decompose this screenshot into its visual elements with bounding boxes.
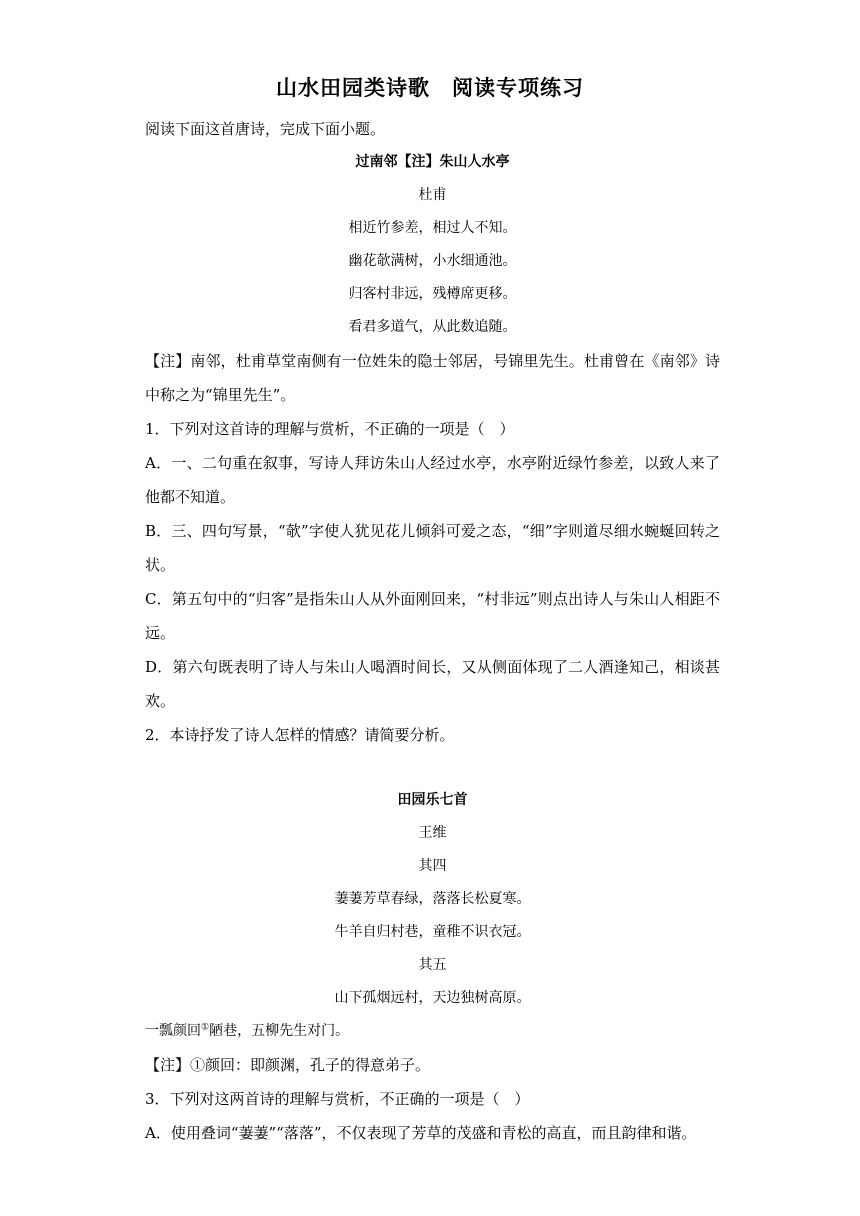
poem2-line: 萋萋芳草春绿，落落长松夏寒。 (334, 891, 531, 907)
question-3-option-a: A．使用叠词“萋萋”“落落”，不仅表现了芳草的茂盛和青松的高直，而且韵律和谐。 (145, 1124, 697, 1142)
question-1-option-c: C．第五句中的“归客”是指朱山人从外面刚回来，“村非远”则点出诗人与朱山人相距不远。 (145, 590, 720, 642)
poem2-author: 王维 (418, 825, 447, 841)
poem2-note: 【注】①颜回：即颜渊，孔子的得意弟子。 (145, 1056, 431, 1074)
poem2-title: 田园乐七首 (397, 792, 468, 808)
question-1-option-a: A．一、二句重在叙事，写诗人拜访朱山人经过水亭，水亭附近绿竹参差，以致人来了他都不知道。 (145, 454, 720, 506)
page-title: 山水田园类诗歌 阅读专项练习 (276, 75, 584, 100)
poem2-line: 牛羊自归村巷，童稚不识衣冠。 (334, 924, 531, 940)
question-1-stem: 1．下列对这首诗的理解与赏析，不正确的一项是（ ） (145, 420, 515, 438)
poem1-line: 幽花欹满树，小水细通池。 (348, 253, 517, 269)
document-body (145, 112, 720, 1150)
poem1-author: 杜甫 (418, 187, 447, 203)
answer-space (145, 752, 720, 784)
poem2-line: 山下孤烟远村，天边独树高原。 (334, 990, 531, 1006)
poem1-line: 看君多道气，从此数追随。 (348, 319, 517, 335)
poem2-subtitle-4: 其四 (418, 858, 447, 874)
poem1-line: 归客村非远，残樽席更移。 (348, 286, 517, 302)
footnote-marker: ① (201, 1022, 210, 1033)
poem1-line: 相近竹参差，相过人不知。 (348, 220, 517, 236)
question-1-option-d: D．第六句既表明了诗人与朱山人喝酒时间长，又从侧面体现了二人酒逢知己，相谈甚欢。 (145, 658, 720, 710)
question-1-option-b: B．三、四句写景，“欹”字使人犹见花儿倾斜可爱之态，“细”字则道尽细水蜿蜒回转之状。 (145, 522, 720, 574)
poem1-note: 【注】南邻，杜甫草堂南侧有一位姓朱的隐士邻居，号锦里先生。杜甫曾在《南邻》诗中称之为“锦里先生”。 (145, 352, 720, 404)
instruction-text: 阅读下面这首唐诗，完成下面小题。 (145, 120, 386, 138)
poem2-line: 一瓢颜回①陋巷，五柳先生对门。 (145, 1022, 350, 1039)
question-3-stem: 3．下列对这两首诗的理解与赏析，不正确的一项是（ ） (145, 1090, 530, 1108)
poem1-title: 过南邻【注】朱山人水亭 (355, 154, 510, 170)
poem2-subtitle-5: 其五 (418, 957, 447, 973)
question-2-stem: 2．本诗抒发了诗人怎样的情感？请简要分析。 (145, 726, 455, 744)
